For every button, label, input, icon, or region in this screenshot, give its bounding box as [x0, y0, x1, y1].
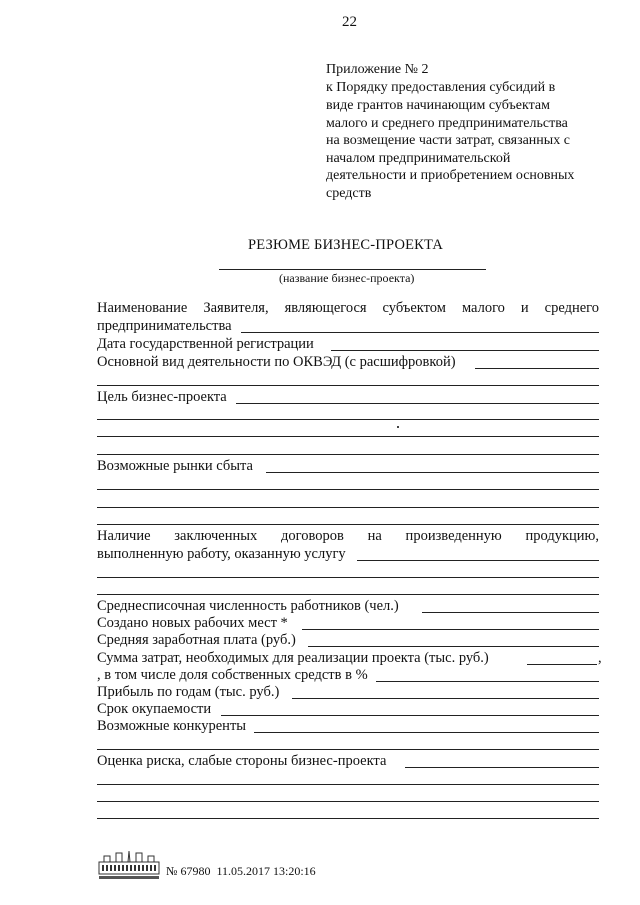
- risks-label: Оценка риска, слабые стороны бизнес-проекта: [97, 753, 387, 769]
- markets-field-line3[interactable]: [97, 507, 599, 508]
- document-title: РЕЗЮМЕ БИЗНЕС-ПРОЕКТА: [248, 237, 444, 253]
- markets-field-line2[interactable]: [97, 489, 599, 490]
- project-goal-label: Цель бизнес-проекта: [97, 389, 227, 405]
- project-name-caption: (название бизнес-проекта): [279, 271, 415, 285]
- doc-number: 67980: [180, 864, 211, 878]
- markets-label: Возможные рынки сбыта: [97, 458, 253, 474]
- appendix-line-8: средств: [326, 186, 372, 201]
- own-funds-field[interactable]: [376, 681, 599, 682]
- risks-field-line3[interactable]: [97, 801, 599, 802]
- own-funds-label: , в том числе доля собственных средств в %: [97, 667, 368, 683]
- appendix-line-5: на возмещение части затрат, связанных с: [326, 133, 570, 148]
- okved-field-line2[interactable]: [97, 385, 599, 386]
- appendix-line-1: Приложение № 2: [326, 62, 429, 77]
- document-registration-number: [166, 865, 316, 877]
- risks-field[interactable]: [405, 767, 599, 768]
- project-name-line[interactable]: [219, 269, 486, 270]
- markets-field-line4[interactable]: [97, 524, 599, 525]
- competitors-field[interactable]: [254, 732, 599, 733]
- avg-salary-field[interactable]: [308, 646, 599, 647]
- appendix-line-7: деятельности и приобретением основных: [326, 168, 575, 183]
- appendix-line-6: началом предпринимательской: [326, 151, 511, 166]
- new-jobs-label: Создано новых рабочих мест *: [97, 615, 288, 631]
- markets-field[interactable]: [266, 472, 599, 473]
- new-jobs-field[interactable]: [302, 629, 599, 630]
- okved-label: Основной вид деятельности по ОКВЭД (с расшифровкой): [97, 354, 456, 370]
- payback-label: Срок окупаемости: [97, 701, 212, 717]
- applicant-label-line2: предпринимательства: [97, 318, 232, 334]
- okved-field[interactable]: [475, 368, 599, 369]
- contracts-label-line1: Наличие заключенных договоров на произведенную продукцию,: [97, 528, 599, 544]
- project-goal-field-line4[interactable]: [97, 454, 599, 455]
- payback-field[interactable]: [221, 715, 599, 716]
- competitors-label: Возможные конкуренты: [97, 718, 247, 734]
- project-goal-field-line2[interactable]: [97, 419, 599, 420]
- doc-datetime: 11.05.2017 13:20:16: [216, 864, 316, 878]
- project-goal-field[interactable]: [236, 403, 599, 404]
- profit-field[interactable]: [292, 698, 599, 699]
- appendix-line-4: малого и среднего предпринимательства: [326, 116, 568, 131]
- appendix-line-3: виде грантов начинающим субъектам: [326, 98, 550, 113]
- profit-label: Прибыль по годам (тыс. руб.): [97, 684, 280, 700]
- contracts-field-line2[interactable]: [97, 577, 599, 578]
- risks-field-line4[interactable]: [97, 818, 599, 819]
- headcount-field[interactable]: [422, 612, 599, 613]
- avg-salary-label: Средняя заработная плата (руб.): [97, 632, 296, 648]
- scan-dot: [397, 426, 399, 428]
- registration-date-label: Дата государственной регистрации: [97, 336, 314, 352]
- risks-field-line2[interactable]: [97, 784, 599, 785]
- appendix-line-2: к Порядку предоставления субсидий в: [326, 80, 556, 95]
- applicant-label-line1: Наименование Заявителя, являющегося субъектом малого и среднего: [97, 300, 599, 316]
- total-cost-field[interactable]: [527, 664, 597, 665]
- total-cost-comma: ,: [598, 650, 602, 666]
- contracts-field-line3[interactable]: [97, 594, 599, 595]
- headcount-label: Среднесписочная численность работников (чел.): [97, 598, 399, 614]
- competitors-field-line2[interactable]: [97, 749, 599, 750]
- contracts-label-line2: выполненную работу, оказанную услугу: [97, 546, 346, 562]
- applicant-field[interactable]: [241, 332, 599, 333]
- page-number: 22: [342, 14, 357, 30]
- project-goal-field-line3[interactable]: [97, 436, 599, 437]
- total-cost-label: Сумма затрат, необходимых для реализации проекта (тыс. руб.): [97, 650, 489, 666]
- registration-date-field[interactable]: [331, 350, 599, 351]
- number-sign: №: [166, 864, 178, 878]
- registry-stamp-logo: [98, 850, 160, 882]
- contracts-field[interactable]: [357, 560, 599, 561]
